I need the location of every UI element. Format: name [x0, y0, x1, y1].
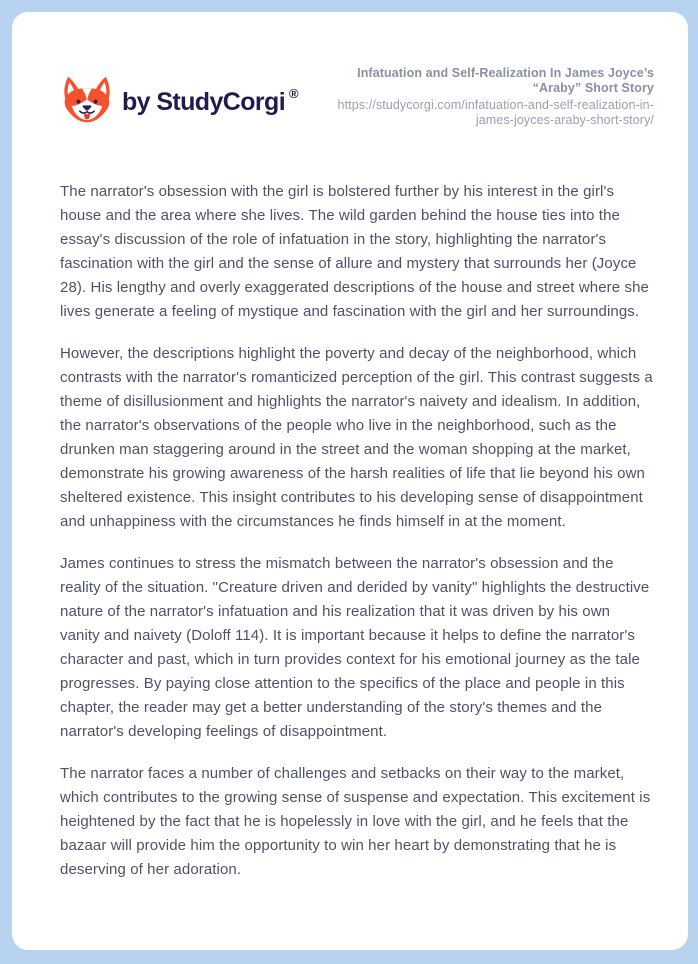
document-title-line-2: “Araby” Short Story	[532, 81, 654, 95]
document-title-line-1: Infatuation and Self-Realization In James Joyce’s	[357, 66, 654, 80]
essay-paragraph-2: However, the descriptions highlight the poverty and decay of the neighborhood, which contrasts with the narrator's romanticized perception of the girl. This contrast suggests a theme of disillusionment and highlights the narrator's naivety and idealism. In addition, the narrator's observations of the people who live in the neighborhood, such as the drunken man staggering around in the street and the woman shopping at the market, demonstrate his growing awareness of the harsh realities of life that lie beyond his own sheltered existence. This insight contributes to his developing sense of disappointment and unhappiness with the circumstances he finds himself in at the moment.	[60, 345, 653, 530]
essay-paragraph-4: The narrator faces a number of challenges and setbacks on their way to the market, which contributes to the growing sense of suspense and expectation. This excitement is heightened by the fact that he is hopelessly in love with the girl, and he feels that the bazaar will provide him the opportunity to win her heart by demonstrating that he is deserving of her adoration.	[60, 765, 651, 878]
document-url-line-2: james-joyces-araby-short-story/	[475, 113, 654, 127]
brand-logo-link[interactable]	[60, 74, 299, 130]
document-url-line-1: https://studycorgi.com/infatuation-and-self-realization-in-	[337, 98, 654, 112]
essay-paragraph-1: The narrator's obsession with the girl is bolstered further by his interest in the girl's house and the area where she lives. The wild garden behind the house ties into the essay's discussion of the role of infatuation in the story, highlighting the narrator's fascination with the girl and the sense of allure and mystery that surrounds her (Joyce 28). His lengthy and overly exaggerated descriptions of the house and street where she lives generate a feeling of mystique and fascination with the girl and her surroundings.	[60, 183, 649, 320]
document-title	[314, 66, 654, 96]
registered-trademark-icon: ®	[289, 85, 299, 101]
document-header	[60, 66, 654, 130]
essay-paragraph-3: James continues to stress the mismatch between the narrator's obsession and the reality of the situation. "Creature driven and derided by vanity" highlights the destructive nature of the narrator's infatuation and his realization that it was driven by his own vanity and naivety (Doloff 114). It is important because it helps to define the narrator's character and past, which in turn provides context for his emotional journey as the tale progresses. By paying close attention to the specifics of the place and people in this chapter, the reader may get a better understanding of the story's themes and the narrator's developing feelings of disappointment.	[60, 555, 650, 740]
document-card	[12, 12, 688, 950]
essay-body	[60, 180, 654, 882]
document-meta	[314, 66, 654, 128]
corgi-logo-icon	[60, 74, 114, 130]
brand-name: by StudyCorgi	[122, 87, 286, 116]
document-url	[314, 98, 654, 128]
